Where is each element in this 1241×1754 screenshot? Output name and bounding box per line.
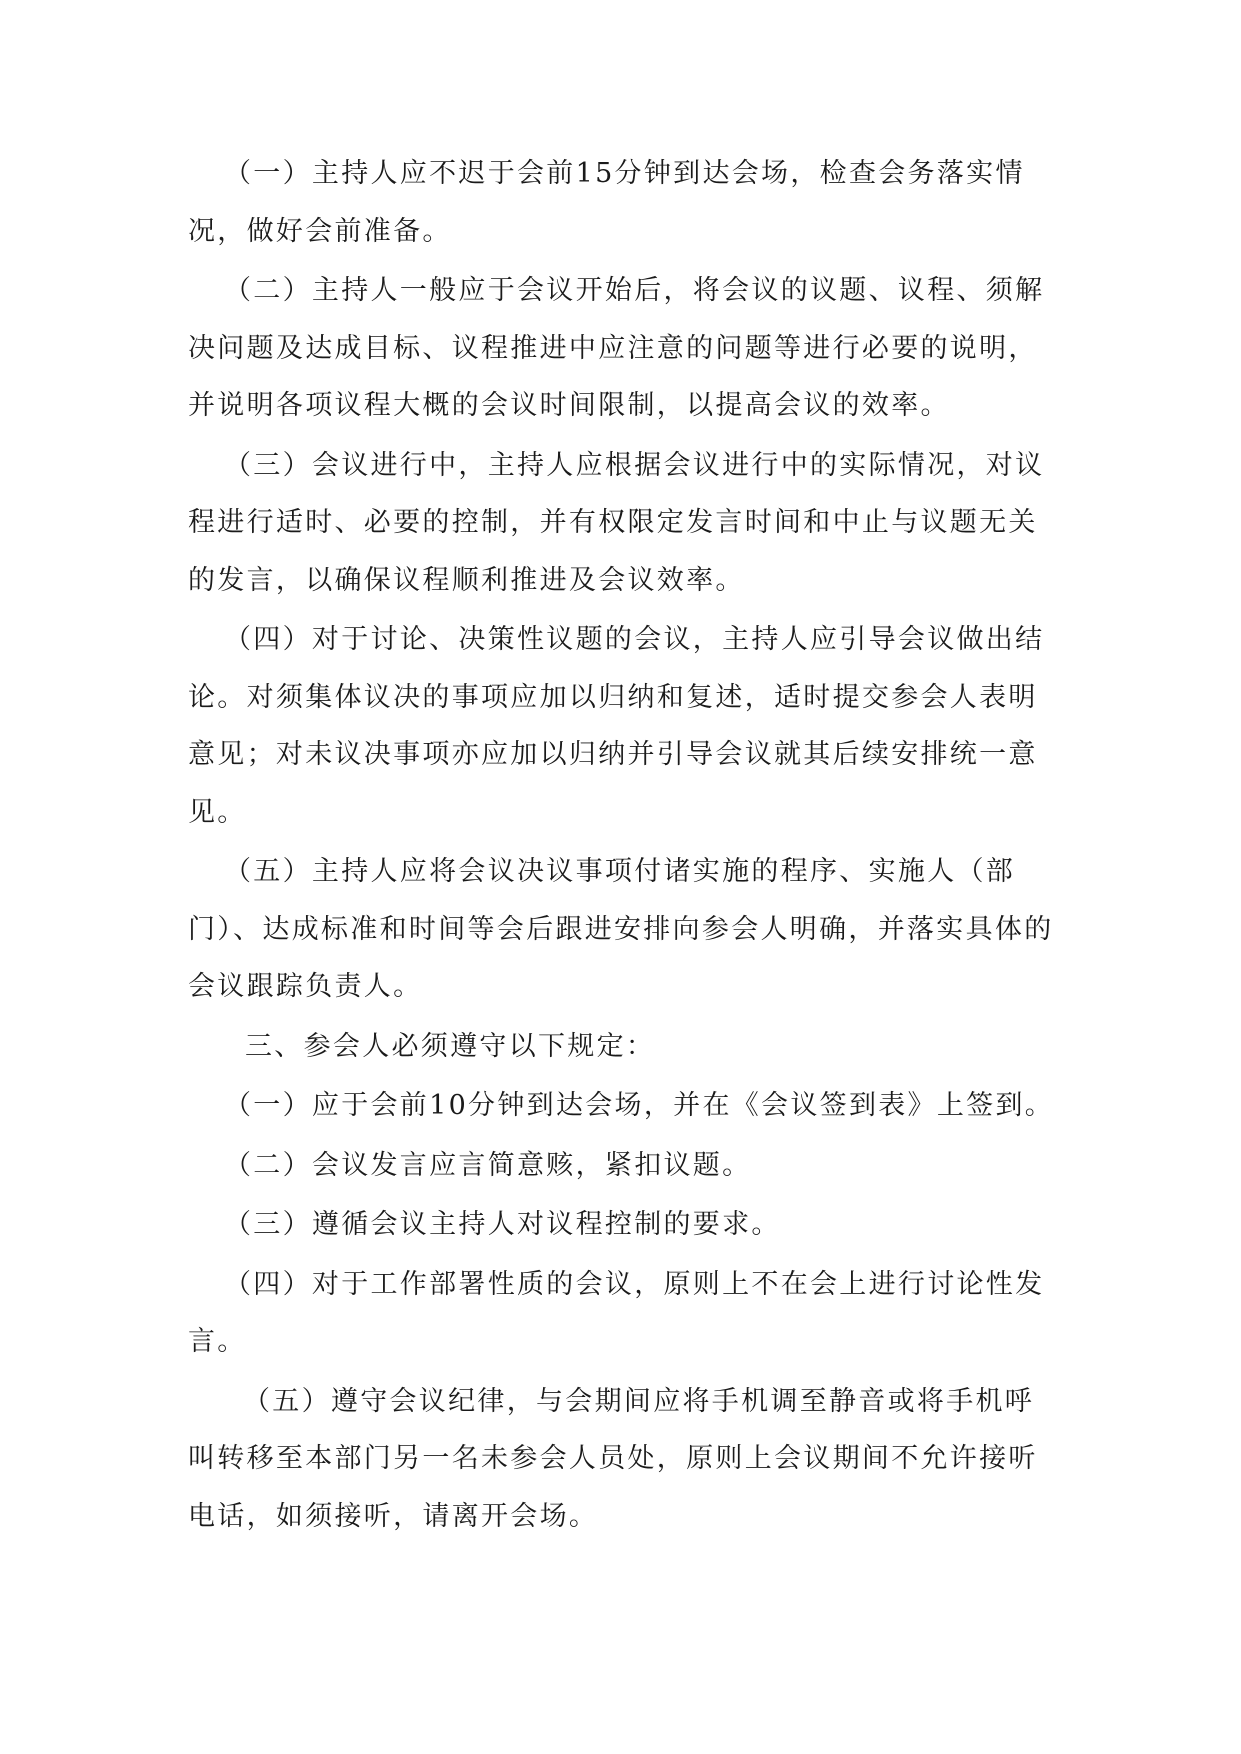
attendee-rule-4: （四）对于工作部署性质的会议，原则上不在会上进行讨论性发言。: [188, 1268, 1045, 1357]
host-rule-1: （一）主持人应不迟于会前15分钟到达会场，检查会务落实情况，做好会前准备。: [188, 158, 1025, 247]
host-rule-2: （二）主持人一般应于会议开始后，将会议的议题、议程、须解决问题及达成目标、议程推进中应注意的问题等进行必要的说明，并说明各项议程大概的会议时间限制，以提高会议的效率。: [188, 275, 1045, 421]
attendee-rule-3: （三）遵循会议主持人对议程控制的要求。: [224, 1209, 781, 1240]
document-body: [188, 145, 1058, 1547]
attendee-rule-2: （二）会议发言应言简意赅，紧扣议题。: [224, 1149, 752, 1181]
host-rule-4: （四）对于讨论、决策性议题的会议，主持人应引导会议做出结论。对须集体议决的事项应加以归纳和复述，适时提交参会人表明意见；对未议决事项亦应加以归纳并引导会议就其后续安排统一意见。: [188, 624, 1045, 828]
attendee-rule-5: （五）遵守会议纪律，与会期间应将手机调至静音或将手机呼叫转移至本部门另一名未参会人员处，原则上会议期间不允许接听电话，如须接听，请离开会场。: [188, 1385, 1038, 1532]
host-rule-5: （五）主持人应将会议决议事项付诸实施的程序、实施人（部门）、达成标准和时间等会后跟进安排向参会人明确，并落实具体的会议跟踪负责人。: [188, 856, 1054, 1002]
attendee-rule-1: （一）应于会前10分钟到达会场，并在《会议签到表》上签到。: [224, 1090, 1055, 1121]
section-heading-attendee-rules: 三、参会人必须遵守以下规定：: [245, 1030, 656, 1062]
host-rule-3: （三）会议进行中，主持人应根据会议进行中的实际情况，对议程进行适时、必要的控制，并有权限定发言时间和中止与议题无关的发言，以确保议程顺利推进及会议效率。: [188, 449, 1045, 596]
